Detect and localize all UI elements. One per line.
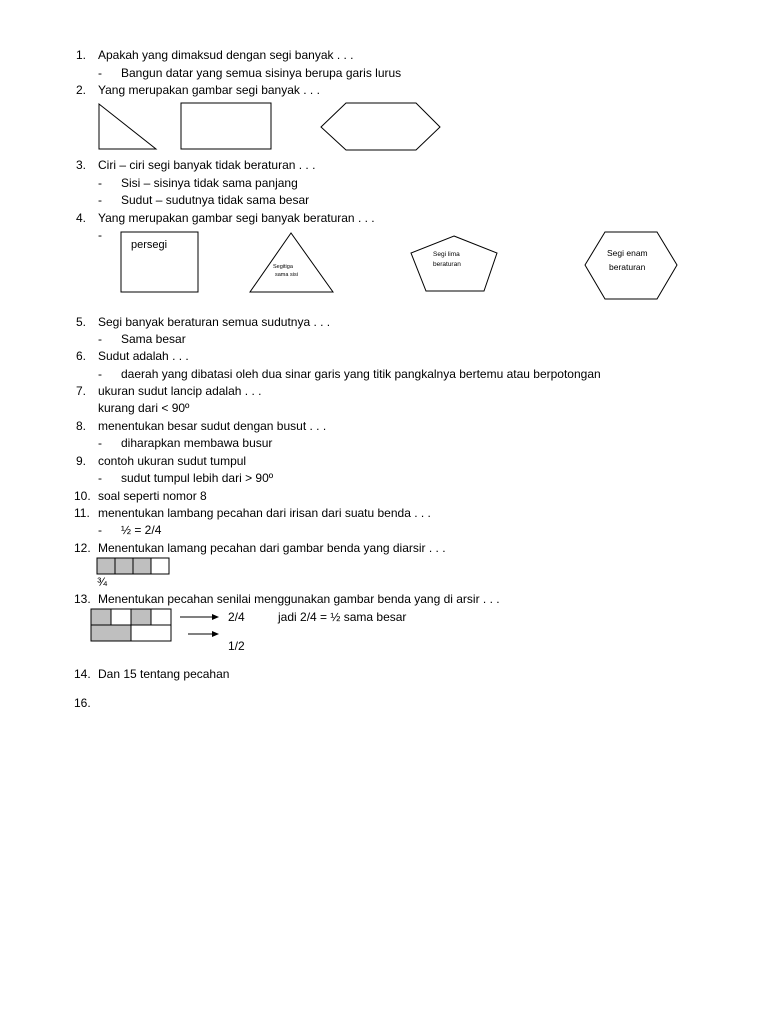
item-number: 2. bbox=[76, 83, 87, 97]
question-text: Dan 15 tentang pecahan bbox=[98, 667, 230, 681]
question-text: soal seperti nomor 8 bbox=[98, 489, 207, 503]
answer-dash: - bbox=[98, 471, 102, 485]
answer-text: sudut tumpul lebih dari > 90º bbox=[121, 471, 274, 485]
item-number: 16. bbox=[74, 696, 91, 710]
answer-dash: - bbox=[98, 66, 102, 80]
item-number: 14. bbox=[74, 667, 91, 681]
answer-dash: - bbox=[98, 228, 102, 242]
item-number: 10. bbox=[74, 489, 91, 503]
fraction-cell-shaded bbox=[91, 625, 131, 641]
item-number: 5. bbox=[76, 315, 87, 329]
question-text: Sudut adalah . . . bbox=[98, 349, 189, 363]
answer-dash: - bbox=[98, 332, 102, 346]
answer-dash: - bbox=[98, 176, 102, 190]
fraction-bar-2-4 bbox=[91, 609, 171, 625]
fraction-cell-shaded bbox=[133, 558, 151, 574]
question-text: contoh ukuran sudut tumpul bbox=[98, 454, 247, 468]
question-text: Segi banyak beraturan semua sudutnya . . . bbox=[98, 315, 331, 329]
question-text: Menentukan lamang pecahan dari gambar benda yang diarsir . . . bbox=[98, 541, 446, 555]
fraction-bar-3-4 bbox=[97, 558, 169, 574]
arrow-right-icon bbox=[188, 631, 219, 637]
answer-dash: - bbox=[98, 367, 102, 381]
pentagon-label-line2: beraturan bbox=[433, 261, 461, 268]
hexagon-label-line2: beraturan bbox=[609, 262, 646, 272]
answer-text: 2/4 bbox=[228, 610, 245, 624]
question-text: ukuran sudut lancip adalah . . . bbox=[98, 384, 262, 398]
item-number: 1. bbox=[76, 48, 87, 62]
answer-dash: - bbox=[98, 523, 102, 537]
answer-text: Bangun datar yang semua sisinya berupa garis lurus bbox=[121, 66, 402, 80]
hexagon-label-line1: Segi enam bbox=[607, 248, 648, 258]
fraction-cell-shaded bbox=[97, 558, 115, 574]
question-text: Apakah yang dimaksud dengan segi banyak . . . bbox=[98, 48, 354, 62]
item-number: 3. bbox=[76, 158, 87, 172]
triangle-label-line2: sama sisi bbox=[275, 272, 298, 278]
answer-text: diharapkan membawa busur bbox=[121, 436, 273, 450]
hexagon-shape bbox=[321, 103, 440, 150]
fraction-cell-empty bbox=[131, 625, 171, 641]
item-number: 12. bbox=[74, 541, 91, 555]
item-number: 7. bbox=[76, 384, 87, 398]
item-number: 8. bbox=[76, 419, 87, 433]
question-text: Menentukan pecahan senilai menggunakan gambar benda yang di arsir . . . bbox=[98, 592, 500, 606]
item-number: 4. bbox=[76, 211, 87, 225]
item-number: 9. bbox=[76, 454, 87, 468]
fraction-cell-empty bbox=[111, 609, 131, 625]
fraction-cell-shaded bbox=[131, 609, 151, 625]
item-number: 13. bbox=[74, 592, 91, 606]
answer-text: daerah yang dibatasi oleh dua sinar garis yang titik pangkalnya bertemu atau berpotongan bbox=[121, 367, 601, 381]
question-text: menentukan besar sudut dengan busut . . . bbox=[98, 419, 327, 433]
fraction-bar-1-2 bbox=[91, 625, 171, 641]
answer-text: Sisi – sisinya tidak sama panjang bbox=[121, 176, 298, 190]
arrow-right-icon bbox=[180, 614, 219, 620]
fraction-cell-empty bbox=[151, 609, 171, 625]
question-text: Ciri – ciri segi banyak tidak beraturan . . . bbox=[98, 158, 316, 172]
equilateral-triangle-shape bbox=[250, 233, 333, 292]
question-text: menentukan lambang pecahan dari irisan dari suatu benda . . . bbox=[98, 506, 431, 520]
fraction-cell-shaded bbox=[91, 609, 111, 625]
question-text: Yang merupakan gambar segi banyak . . . bbox=[98, 83, 320, 97]
square-label: persegi bbox=[131, 239, 168, 251]
answer-text: Sudut – sudutnya tidak sama besar bbox=[121, 193, 310, 207]
question-text: Yang merupakan gambar segi banyak beraturan . . . bbox=[98, 211, 375, 225]
triangle-label-line1: Segitiga bbox=[273, 264, 293, 270]
right-triangle-shape bbox=[99, 104, 156, 149]
answer-text: ¾ bbox=[97, 575, 108, 589]
answer-text: 1/2 bbox=[228, 639, 245, 653]
answer-text: Sama besar bbox=[121, 332, 186, 346]
item-number: 6. bbox=[76, 349, 87, 363]
rectangle-shape bbox=[181, 103, 271, 149]
answer-text: kurang dari < 90º bbox=[98, 401, 190, 415]
item-number: 11. bbox=[74, 506, 90, 520]
answer-note: jadi 2/4 = ½ sama besar bbox=[278, 610, 407, 624]
fraction-cell-empty bbox=[151, 558, 169, 574]
pentagon-label-line1: Segi lima bbox=[433, 251, 460, 258]
fraction-cell-shaded bbox=[115, 558, 133, 574]
answer-dash: - bbox=[98, 193, 102, 207]
answer-text: ½ = 2/4 bbox=[121, 523, 162, 537]
answer-dash: - bbox=[98, 436, 102, 450]
